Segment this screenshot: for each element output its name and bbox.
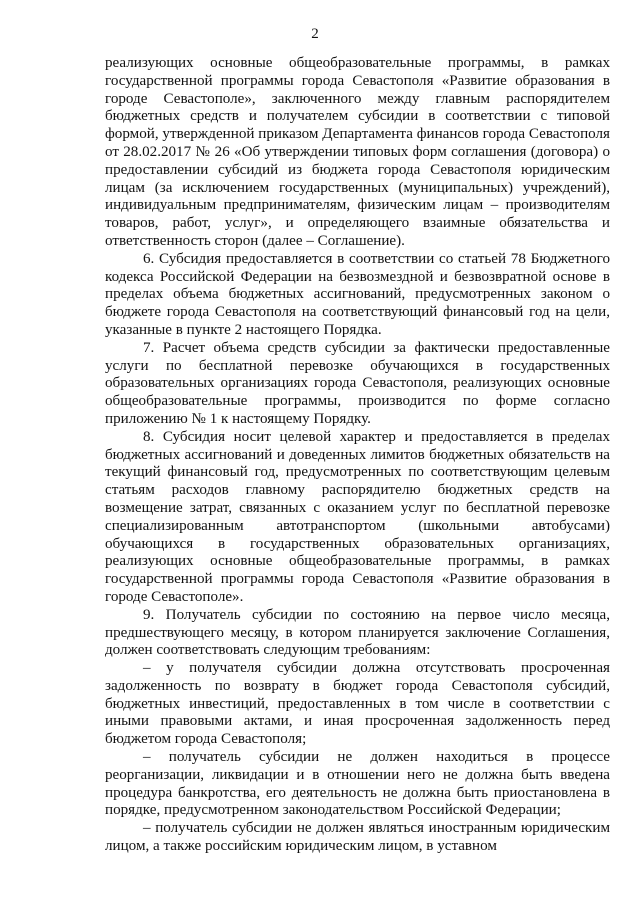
paragraph-8: 8. Субсидия носит целевой характер и предоставляется в пределах бюджетных ассигнований и доведенных лимитов бюджетных обязательств на текущий финансовый год, предусмотренных по соответствующим целевым статьям расходов главному распорядителю бюджетных средств на возмещение затрат, связанных с оказанием услуг по бесплатной перевозке специализированным автотранспортом (школьными автобусами) обучающихся в государственных образовательных организациях, реализующих основные общеобразовательные программы, в рамках государственной программы города Севастополя «Развитие образования в городе Севастополе». (105, 428, 610, 605)
requirement-item-1: – у получателя субсидии должна отсутствовать просроченная задолженность по возврату в бюджет города Севастополя субсидий, бюджетных инвестиций, предоставленных в том числе в соответствии с иными правовыми актами, и иная просроченная задолженность перед бюджетом города Севастополя; (105, 660, 610, 748)
paragraph-9: 9. Получатель субсидии по состоянию на первое число месяца, предшествующего месяцу, в котором планируется заключение Соглашения, должен соответствовать следующим требованиям: (105, 606, 610, 659)
paragraph-6: 6. Субсидия предоставляется в соответствии со статьей 78 Бюджетного кодекса Российской Федерации на безвозмездной и безвозвратной основе в пределах объема бюджетных ассигнований, предусмотренных законом о бюджете города Севастополя на соответствующий финансовый год на цели, указанные в пункте 2 настоящего Порядка. (105, 250, 610, 338)
requirement-item-2: – получатель субсидии не должен находиться в процессе реорганизации, ликвидации и в отношении него не должна быть введена процедура банкротства, его деятельность не должна быть приостановлена в порядке, предусмотренном законодательством Российской Федерации; (105, 749, 610, 819)
paragraph-7: 7. Расчет объема средств субсидии за фактически предоставленные услуги по бесплатной перевозке обучающихся в государственных образовательных организациях города Севастополя, реализующих основные общеобразовательные программы, производится по форме согласно приложению № 1 к настоящему Порядку. (105, 339, 610, 427)
page-number: 2 (311, 26, 319, 42)
paragraph-continuation: реализующих основные общеобразовательные программы, в рамках государственной программы города Севастополя «Развитие образования в городе Севастополе», заключенного между главным распорядителем бюджетных средств и получателем субсидии в соответствии с типовой формой, утвержденной приказом Департамента финансов города Севастополя от 28.02.2017 № 26 «Об утверждении типовых форм соглашения (договора) о предоставлении субсидий из бюджета города Севастополя юридическим лицам (за исключением государственных (муниципальных) учреждений), индивидуальным предпринимателям, физическим лицам – производителям товаров, работ, услуг», и определяющего взаимные обязательства и ответственность сторон (далее – Соглашение). (105, 55, 610, 249)
requirement-item-3: – получатель субсидии не должен являться иностранным юридическим лицом, а также российским юридическим лицом, в уставном (105, 820, 610, 855)
document-body (105, 55, 610, 856)
